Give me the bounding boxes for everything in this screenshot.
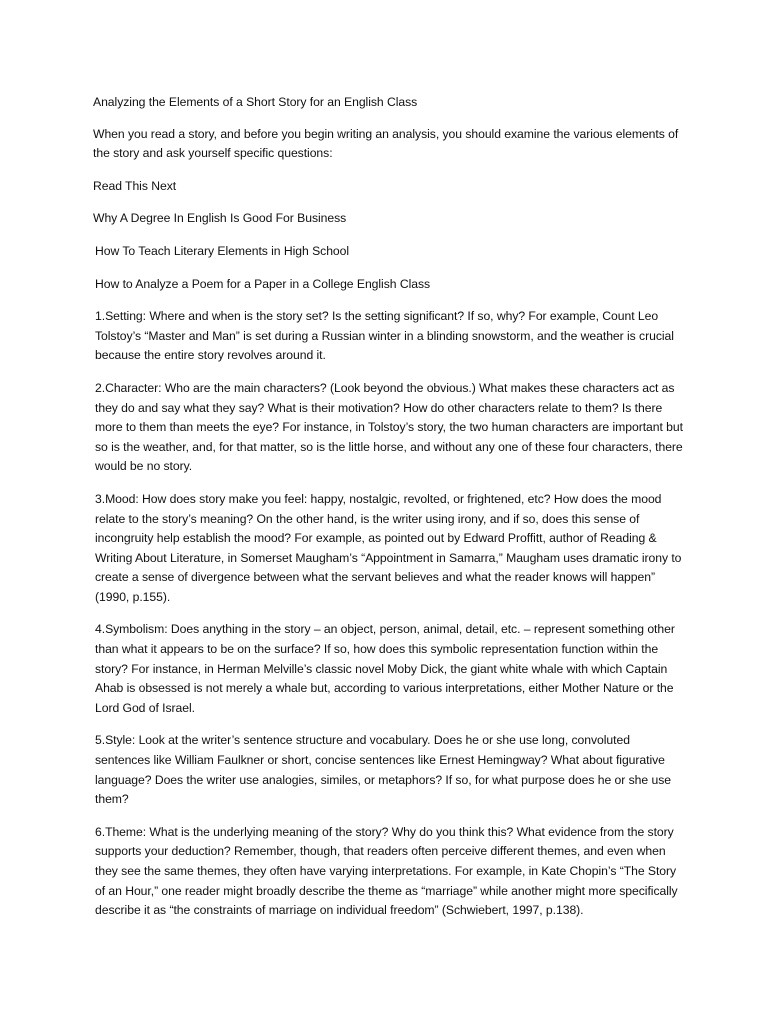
- element-theme-paragraph: 6.Theme: What is the underlying meaning of the story? Why do you think this? What evidence from the story supports your deduction? Remember, though, that readers often perceive different themes, and even when they see the same themes, they often have varying interpretations. For example, in Kate Chopin’s “The Story of an Hour,” one reader might broadly describe the theme as “marriage” while another might more specifically describe it as “the constraints of marriage on individual freedom” (Schwiebert, 1997, p.138).: [95, 824, 678, 918]
- element-symbolism-paragraph: 4.Symbolism: Does anything in the story – an object, person, animal, detail, etc. – represent something other than what it appears to be on the surface? If so, how does this symbolic representation function within the story? For instance, in Herman Melville’s classic novel Moby Dick, the giant white whale with which Captain Ahab is obsessed is not merely a whale but, according to various interpretations, either Mother Nature or the Lord God of Israel.: [95, 622, 675, 715]
- intro-paragraph: When you read a story, and before you begin writing an analysis, you should examine the various elements of the story and ask yourself specific questions:: [93, 126, 679, 161]
- document-body: [93, 93, 683, 934]
- element-setting-paragraph: 1.Setting: Where and when is the story set? Is the setting significant? If so, why? For example, Count Leo Tolstoy’s “Master and Man” is set during a Russian winter in a blinding snowstorm, and the weather is crucial because the entire story revolves around it.: [95, 309, 674, 363]
- element-character-paragraph: 2.Character: Who are the main characters? (Look beyond the obvious.) What makes these characters act as they do and say what they say? What is their motivation? How do other characters relate to them? Is there more to them than meets the eye? For instance, in Tolstoy’s story, the two human characters are important but so is the weather, and, for that matter, so is the little horse, and without any one of these four characters, there would be no story.: [95, 380, 683, 474]
- read-next-heading: Read This Next: [93, 178, 177, 193]
- read-next-link-english-degree: Why A Degree In English Is Good For Business: [93, 211, 347, 226]
- element-mood-paragraph: 3.Mood: How does story make you feel: happy, nostalgic, revolted, or frightened, etc? How does the mood relate to the story’s meaning? On the other hand, is the writer using irony, and if so, does this sense of incongruity help establish the mood? For example, as pointed out by Edward Proffitt, author of Reading & Writing About Literature, in Somerset Maugham’s “Appointment in Samarra,” Maugham uses dramatic irony to create a sense of divergence between what the servant believes and what the reader knows will happen” (1990, p.155).: [95, 491, 682, 604]
- read-next-link-literary-elements: How To Teach Literary Elements in High School: [95, 243, 350, 258]
- read-next-link-analyze-poem: How to Analyze a Poem for a Paper in a College English Class: [95, 276, 431, 291]
- document-title: Analyzing the Elements of a Short Story for an English Class: [93, 95, 418, 109]
- element-style-paragraph: 5.Style: Look at the writer’s sentence structure and vocabulary. Does he or she use long, convoluted sentences like William Faulkner or short, concise sentences like Ernest Hemingway? What about figurative language? Does the writer use analogies, similes, or metaphors? If so, for what purpose does he or she use them?: [95, 733, 671, 807]
